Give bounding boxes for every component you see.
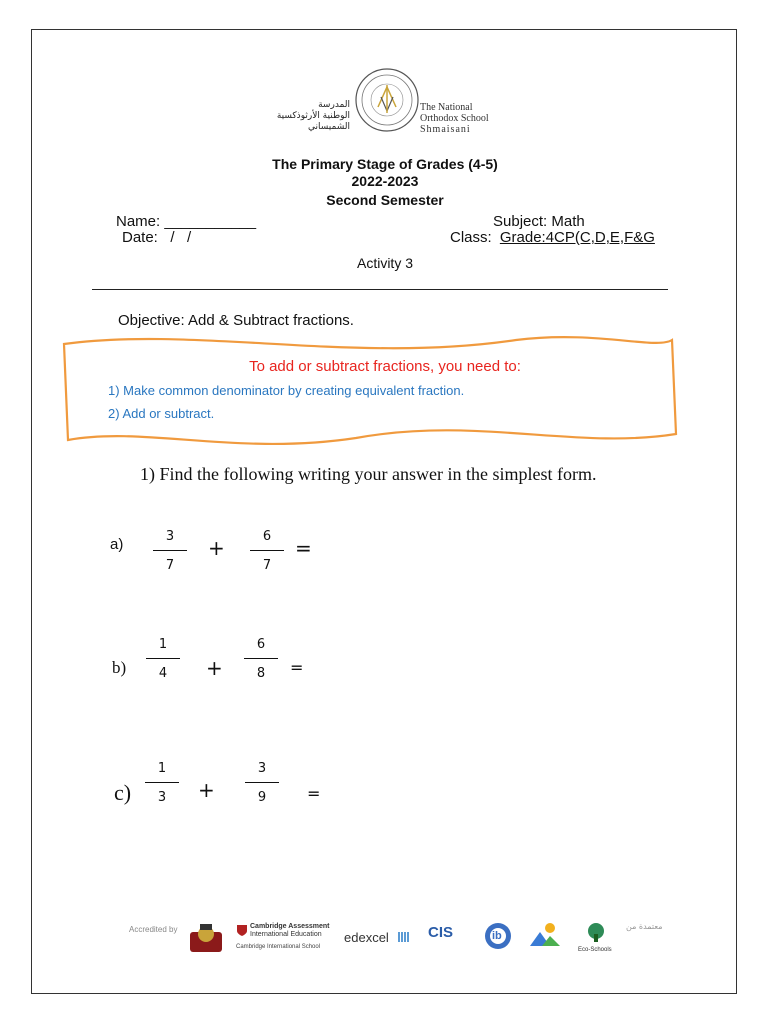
- name-field: Name: ___________: [116, 213, 257, 230]
- fraction: [244, 636, 278, 683]
- numerator: 6: [262, 529, 272, 544]
- numerator: 3: [257, 761, 267, 776]
- semester: Second Semester: [326, 192, 444, 208]
- fraction-bar: [244, 658, 278, 659]
- fraction: [250, 528, 284, 575]
- objective-text: Objective: Add & Subtract fractions.: [118, 312, 354, 329]
- plus-sign: +: [206, 656, 223, 680]
- cis-logo: CIS: [428, 924, 454, 941]
- equals-sign: =: [290, 658, 304, 677]
- plus-sign: +: [198, 778, 215, 802]
- problem-a-label: a): [110, 536, 124, 553]
- school-en-line: Orthodox School: [420, 113, 489, 124]
- school-ar-line: الشميساني: [308, 122, 350, 132]
- accredited-by-text: Accredited by: [129, 925, 178, 934]
- school-name-english: [420, 102, 540, 135]
- school-name-arabic: [262, 100, 350, 133]
- cambridge-school-text: Cambridge International School: [236, 944, 321, 950]
- denominator: 3: [157, 790, 167, 805]
- accredited-by-arabic: معتمدة من: [626, 922, 663, 931]
- equals-sign: =: [295, 536, 312, 560]
- page-title: The Primary Stage of Grades (4-5): [272, 156, 498, 172]
- denominator: 7: [165, 558, 175, 573]
- school-en-line: The National: [420, 102, 473, 113]
- denominator: 8: [256, 666, 266, 681]
- fraction-bar: [153, 550, 187, 551]
- fraction-bar: [245, 782, 279, 783]
- problem-b-label: b): [112, 658, 127, 677]
- cambridge-shield-icon: [236, 924, 248, 936]
- eco-schools-text: Eco-Schools: [578, 947, 612, 953]
- fraction: [153, 528, 187, 575]
- banner-step-2: 2) Add or subtract.: [108, 406, 215, 421]
- class-value: Grade:4CP(C,D,E,F&G: [499, 229, 655, 246]
- numerator: 1: [157, 761, 167, 776]
- numerator: 3: [165, 529, 175, 544]
- cambridge-line: International Education: [250, 931, 322, 938]
- jordan-crest-icon: [186, 920, 226, 956]
- equals-sign: =: [307, 784, 321, 803]
- cambridge-logo-text: [250, 923, 330, 939]
- fraction-bar: [145, 782, 179, 783]
- denominator: 9: [257, 790, 267, 805]
- school-year: 2022-2023: [351, 173, 419, 189]
- ib-text: ib: [492, 930, 502, 942]
- class-label: Class:: [450, 229, 492, 246]
- school-ar-line: المدرسة: [318, 100, 350, 110]
- denominator: 4: [158, 666, 168, 681]
- fraction: [245, 760, 279, 807]
- school-en-line: Shmaisani: [420, 124, 471, 135]
- fraction: [146, 636, 180, 683]
- fraction-bar: [250, 550, 284, 551]
- problem-c-label: c): [114, 780, 132, 805]
- school-ar-line: الوطنية الأرثوذكسية: [276, 111, 350, 121]
- date-field: Date: / /: [122, 229, 192, 246]
- edexcel-dots-icon: [398, 932, 410, 942]
- school-logo: [354, 67, 420, 133]
- divider-line: [92, 289, 668, 290]
- subject-label: Subject: Math: [493, 213, 585, 230]
- banner-heading: To add or subtract fractions, you need to:: [249, 358, 521, 375]
- numerator: 1: [158, 637, 168, 652]
- numerator: 6: [256, 637, 266, 652]
- plus-sign: +: [208, 536, 225, 560]
- class-field: [450, 230, 655, 246]
- fraction-bar: [146, 658, 180, 659]
- denominator: 7: [262, 558, 272, 573]
- edexcel-logo: edexcel: [344, 930, 389, 945]
- eco-schools-icon: [584, 922, 608, 944]
- cambridge-line: Cambridge Assessment: [250, 923, 330, 930]
- question-1: 1) Find the following writing your answer in the simplest form.: [140, 464, 597, 484]
- fraction: [145, 760, 179, 807]
- activity-label: Activity 3: [356, 255, 413, 271]
- green-schools-icon: [528, 920, 562, 950]
- banner-step-1: 1) Make common denominator by creating equivalent fraction.: [108, 383, 465, 398]
